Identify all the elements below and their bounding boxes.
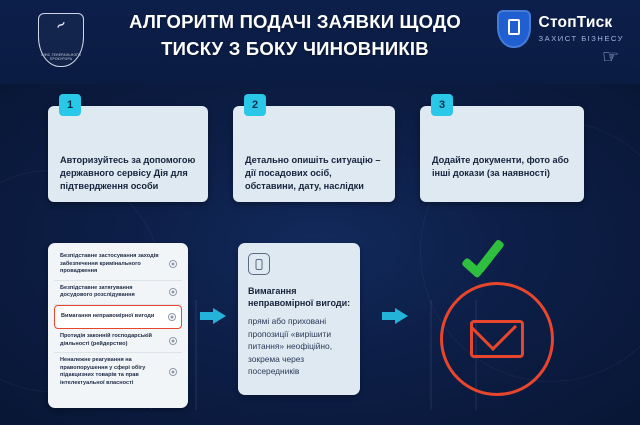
step-text-3: Додайте документи, фото або інші докази (за наявності) xyxy=(432,155,569,178)
step-text-1: Авторизуйтесь за допомогою державного сервісу Дія для підтвердження особи xyxy=(60,155,196,191)
list-item-selected[interactable] xyxy=(54,305,182,329)
radio-icon[interactable] xyxy=(169,337,177,345)
decor-column-2 xyxy=(195,300,197,410)
document-lock-icon xyxy=(248,253,270,275)
list-item-label: Неналежне реагування на правопорушення у сфері обігу підакцизних товарів та прав інтелектуальної власності xyxy=(60,357,146,386)
detail-title: Вимагання неправомірної вигоди: xyxy=(248,286,351,308)
result-circle xyxy=(440,282,554,396)
list-item-label: Безпідставне затягування досудового розслідування xyxy=(60,284,135,299)
radio-icon[interactable] xyxy=(169,368,177,376)
arrow-right-2-icon xyxy=(382,308,408,324)
header-bar xyxy=(0,0,640,84)
decor-column-3 xyxy=(430,300,432,410)
list-item[interactable] xyxy=(54,353,182,391)
prosecutor-emblem-icon xyxy=(38,13,84,67)
detail-card xyxy=(238,243,360,395)
detail-body: прямі або приховані пропозиції «вирішити питання» неофіційно, зокрема через посередників xyxy=(248,316,333,377)
radio-icon[interactable] xyxy=(168,313,176,321)
list-item-label: Безпідставне застосування заходів забезпечення кримінального провадження xyxy=(60,253,159,275)
page-title-line-1: АЛГОРИТМ ПОДАЧІ ЗАЯВКИ ЩОДО xyxy=(129,11,461,32)
shield-lock-icon xyxy=(497,10,531,48)
emblem-caption: ОФІС ГЕНЕРАЛЬНОГО ПРОКУРОРА xyxy=(41,53,81,61)
trident-glyph: ՜ xyxy=(57,23,65,45)
category-list[interactable] xyxy=(48,243,188,408)
brand-lockup xyxy=(497,10,624,48)
step-number-3: 3 xyxy=(431,94,453,116)
step-number-1: 1 xyxy=(59,94,81,116)
step-card-3 xyxy=(420,99,584,202)
list-item[interactable] xyxy=(54,281,182,305)
brand-name: СтопТиск xyxy=(538,14,613,32)
radio-icon[interactable] xyxy=(169,260,177,268)
list-item-label: Протидія законній господарській діяльності (рейдерство) xyxy=(60,332,152,347)
step-number-2: 2 xyxy=(244,94,266,116)
page-title xyxy=(96,8,494,62)
list-item-label: Вимагання неправомірної вигоди xyxy=(61,313,155,320)
list-item[interactable] xyxy=(54,329,182,353)
envelope-icon xyxy=(470,320,524,358)
step-card-1 xyxy=(48,99,208,202)
page-title-line-2: ТИСКУ З БОКУ ЧИНОВНИКІВ xyxy=(161,38,429,59)
step-card-2 xyxy=(233,99,395,202)
arrow-right-1-icon xyxy=(200,308,226,324)
green-check-icon xyxy=(462,236,512,278)
brand-tagline: ЗАХИСТ БІЗНЕСУ xyxy=(538,33,624,43)
step-text-2: Детально опишіть ситуацію – дії посадових осіб, обставини, дату, наслідки xyxy=(245,155,381,191)
list-item[interactable] xyxy=(54,249,182,281)
pointer-hand-icon: ☞ xyxy=(602,47,620,68)
radio-icon[interactable] xyxy=(169,288,177,296)
